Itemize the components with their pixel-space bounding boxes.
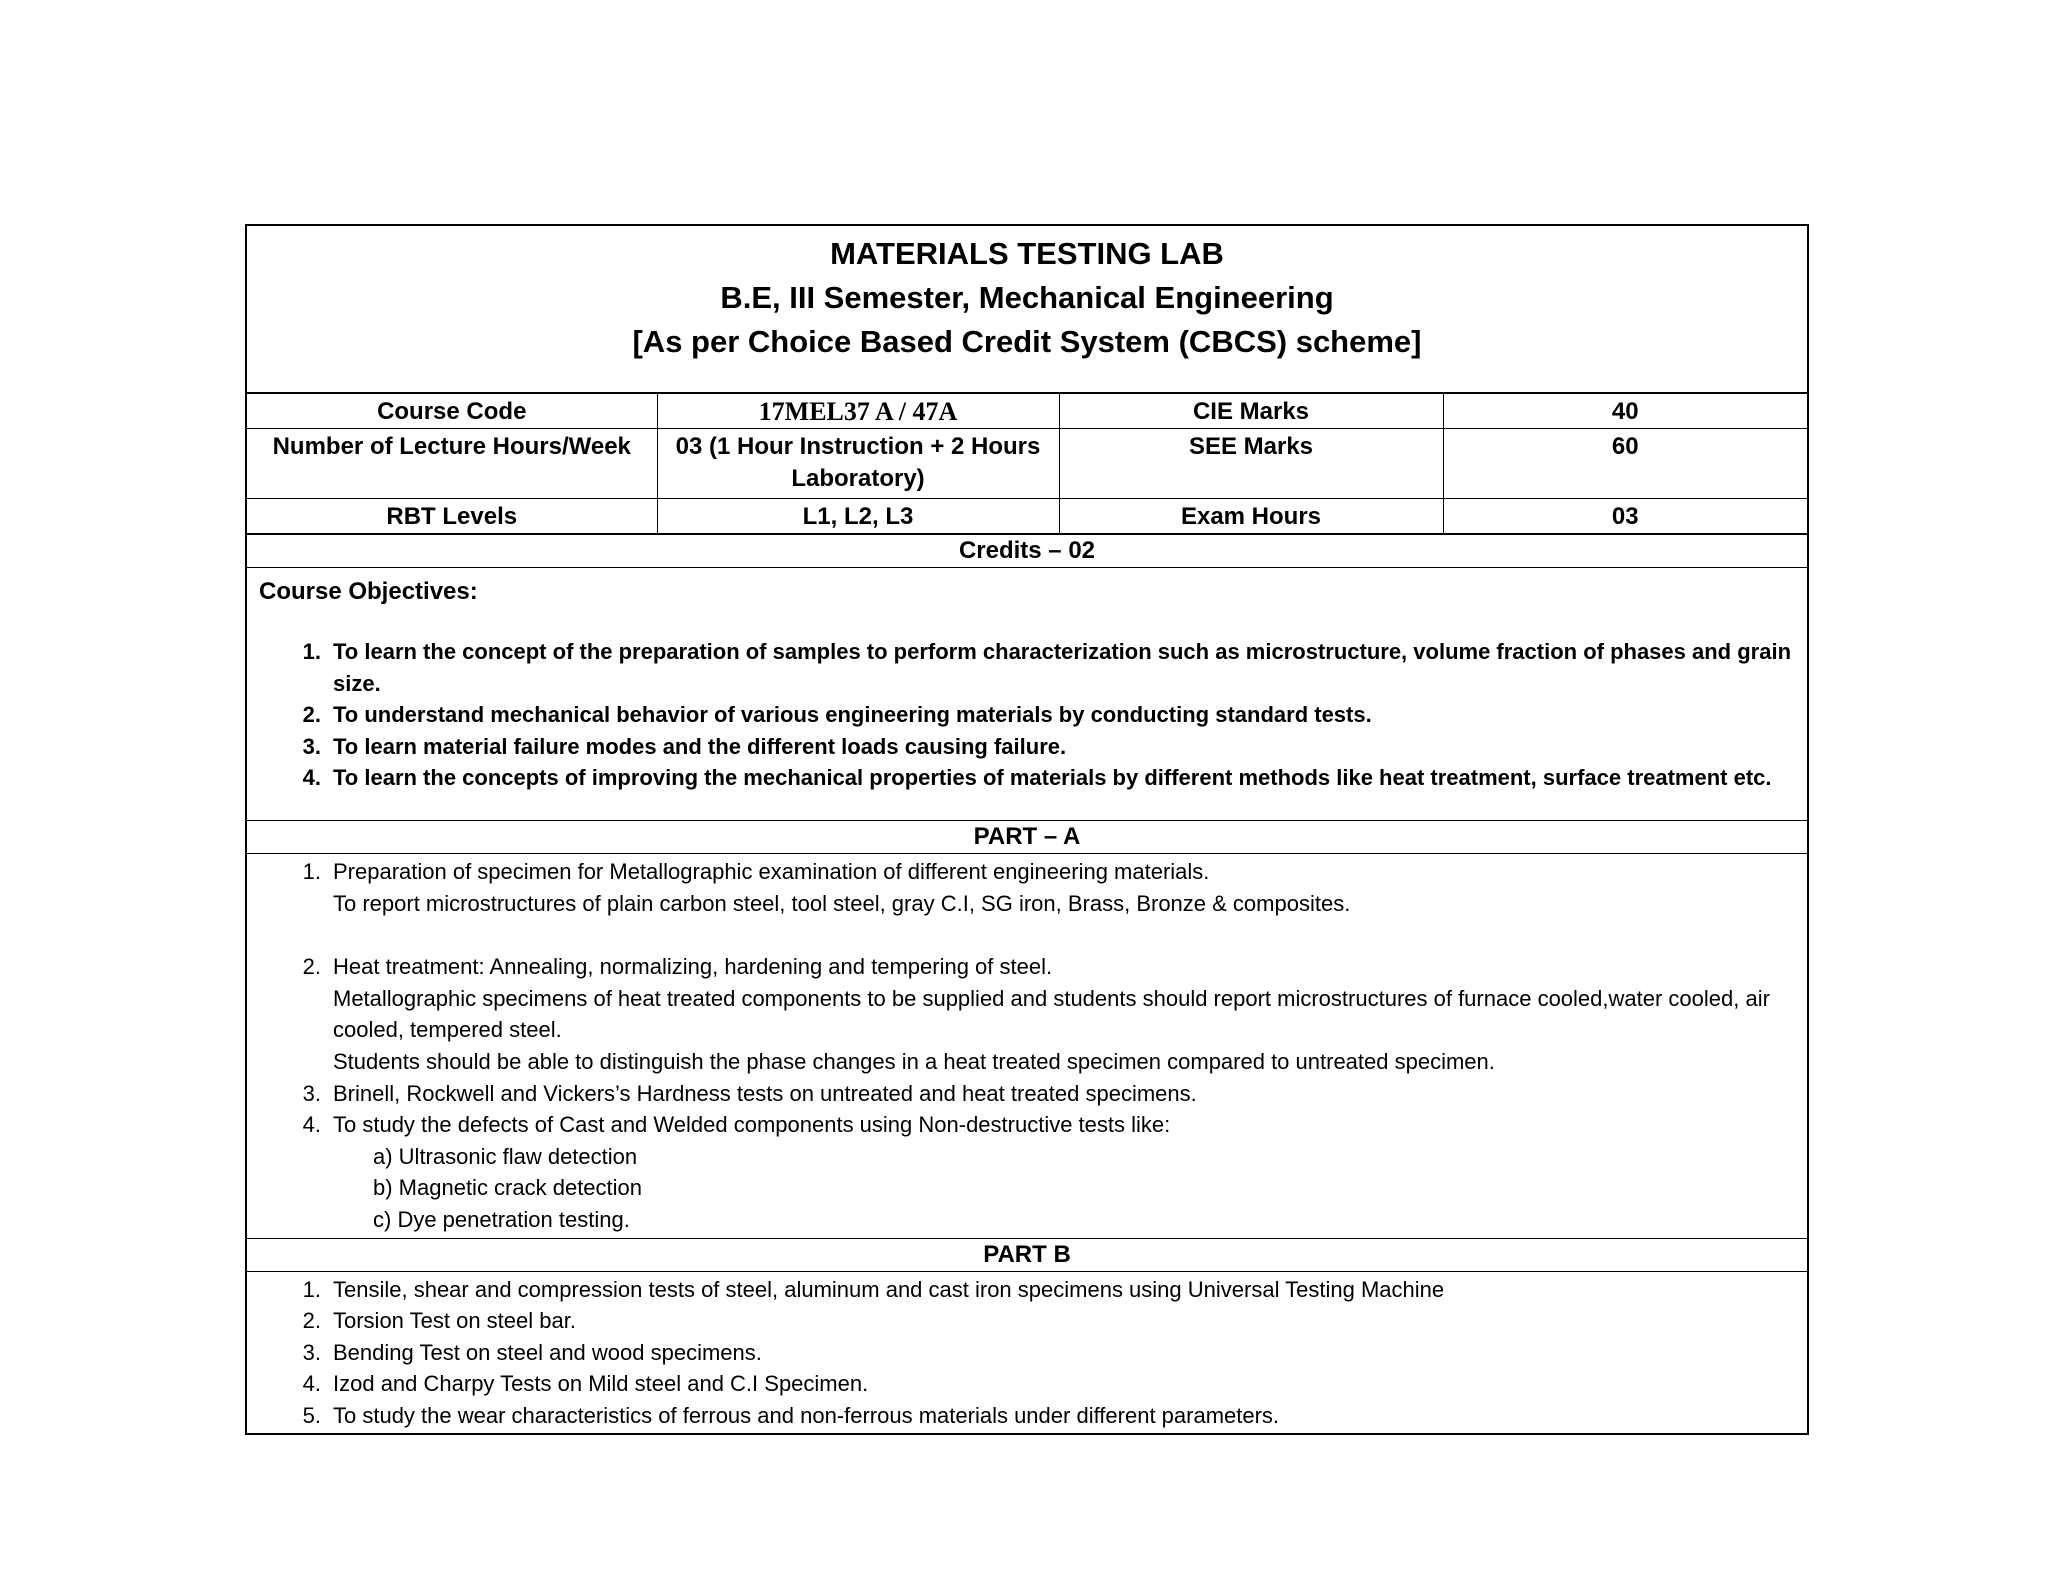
part-b-title: PART B — [247, 1238, 1807, 1271]
list-text: To study the defects of Cast and Welded components using Non-destructive tests like: — [333, 1112, 1171, 1138]
list-item — [259, 636, 1795, 699]
credits-row: Credits – 02 — [247, 534, 1807, 567]
list-number: 3. — [302, 1339, 321, 1365]
list-number: 4. — [302, 1112, 321, 1138]
list-number: 1. — [302, 639, 321, 664]
list-text: Metallographic specimens of heat treated components to be supplied and students should report microstructures of furnace cooled,water cooled, air cooled, tempered steel. — [333, 985, 1770, 1043]
cie-marks-value: 40 — [1443, 394, 1807, 429]
list-item — [259, 1337, 1795, 1369]
part-a-title: PART – A — [247, 820, 1807, 853]
list-number: 2. — [302, 1308, 321, 1334]
lecture-hours-value: 03 (1 Hour Instruction + 2 Hours Laboratory) — [657, 429, 1059, 499]
exam-hours-label: Exam Hours — [1059, 499, 1443, 534]
document-title: MATERIALS TESTING LAB — [830, 236, 1224, 271]
list-item — [259, 1274, 1795, 1306]
list-item — [259, 856, 1795, 919]
sub-item: c) Dye penetration testing. — [373, 1206, 630, 1232]
list-text: Heat treatment: Annealing, normalizing, hardening and tempering of steel. — [333, 954, 1053, 980]
list-number: 2. — [302, 702, 321, 728]
list-item — [259, 1109, 1795, 1235]
list-item — [259, 1305, 1795, 1337]
exam-hours-value: 03 — [1443, 499, 1807, 534]
list-text: To learn material failure modes and the different loads causing failure. — [333, 733, 1067, 759]
part-a-list — [247, 853, 1807, 1238]
list-text-block — [333, 951, 1795, 1077]
list-number: 1. — [302, 1276, 321, 1302]
table-row — [247, 394, 1807, 429]
list-text: Tensile, shear and compression tests of steel, aluminum and cast iron specimens using Universal Testing Machine — [333, 1276, 1445, 1302]
list-text: To learn the concepts of improving the mechanical properties of materials by different methods like heat treatment, surface treatment etc. — [333, 765, 1772, 791]
objectives-title: Course Objectives: — [259, 578, 478, 605]
sub-item: a) Ultrasonic flaw detection — [373, 1143, 638, 1169]
course-info-table — [247, 394, 1807, 534]
list-number: 3. — [302, 1080, 321, 1106]
list-number: 3. — [302, 733, 321, 759]
list-text: To learn the concept of the preparation of samples to perform characterization such as microstructure, volume fraction of phases and grain size. — [333, 639, 1792, 696]
list-item — [259, 951, 1795, 1077]
list-item — [259, 699, 1795, 731]
course-objectives — [247, 567, 1807, 820]
see-marks-value: 60 — [1443, 429, 1807, 499]
list-item — [259, 1368, 1795, 1400]
table-row — [247, 499, 1807, 534]
list-item — [259, 731, 1795, 763]
see-marks-label: SEE Marks — [1059, 429, 1443, 499]
list-text: To report microstructures of plain carbon steel, tool steel, gray C.I, SG iron, Brass, Bronze & composites. — [333, 890, 1351, 916]
list-text-block — [333, 1109, 1795, 1235]
course-code-label: Course Code — [247, 394, 657, 429]
document-subtitle: B.E, III Semester, Mechanical Engineering — [720, 280, 1334, 315]
objectives-list — [259, 636, 1795, 794]
list-text: Brinell, Rockwell and Vickers’s Hardness tests on untreated and heat treated specimens. — [333, 1080, 1197, 1106]
sub-item: b) Magnetic crack detection — [373, 1175, 643, 1201]
list-text: Students should be able to distinguish the phase changes in a heat treated specimen compared to untreated specimen. — [333, 1048, 1495, 1074]
course-code-value: 17MEL37 A / 47A — [657, 394, 1059, 429]
rbt-levels-value: L1, L2, L3 — [657, 499, 1059, 534]
lecture-hours-label: Number of Lecture Hours/Week — [247, 429, 657, 499]
list-text: To understand mechanical behavior of various engineering materials by conducting standard tests. — [333, 702, 1372, 728]
document-header — [247, 226, 1807, 394]
list-text: Izod and Charpy Tests on Mild steel and C.I Specimen. — [333, 1371, 869, 1397]
list-text: Torsion Test on steel bar. — [333, 1308, 576, 1334]
list-number: 1. — [302, 858, 321, 884]
cie-marks-label: CIE Marks — [1059, 394, 1443, 429]
document-scheme: [As per Choice Based Credit System (CBCS) scheme] — [632, 324, 1422, 359]
syllabus-document — [245, 224, 1809, 1435]
part-b-list — [247, 1271, 1807, 1434]
table-row — [247, 429, 1807, 499]
list-text: Bending Test on steel and wood specimens. — [333, 1339, 762, 1365]
list-number: 4. — [302, 1371, 321, 1397]
list-number: 5. — [302, 1402, 321, 1428]
list-number: 4. — [302, 765, 321, 791]
spacer — [259, 919, 1795, 951]
list-text: To study the wear characteristics of ferrous and non-ferrous materials under different parameters. — [333, 1402, 1280, 1428]
list-text: Preparation of specimen for Metallographic examination of different engineering materials. — [333, 858, 1210, 884]
list-text-block — [333, 856, 1795, 919]
list-item — [259, 762, 1795, 794]
list-item — [259, 1078, 1795, 1110]
rbt-levels-label: RBT Levels — [247, 499, 657, 534]
list-number: 2. — [302, 954, 321, 980]
list-item — [259, 1400, 1795, 1432]
